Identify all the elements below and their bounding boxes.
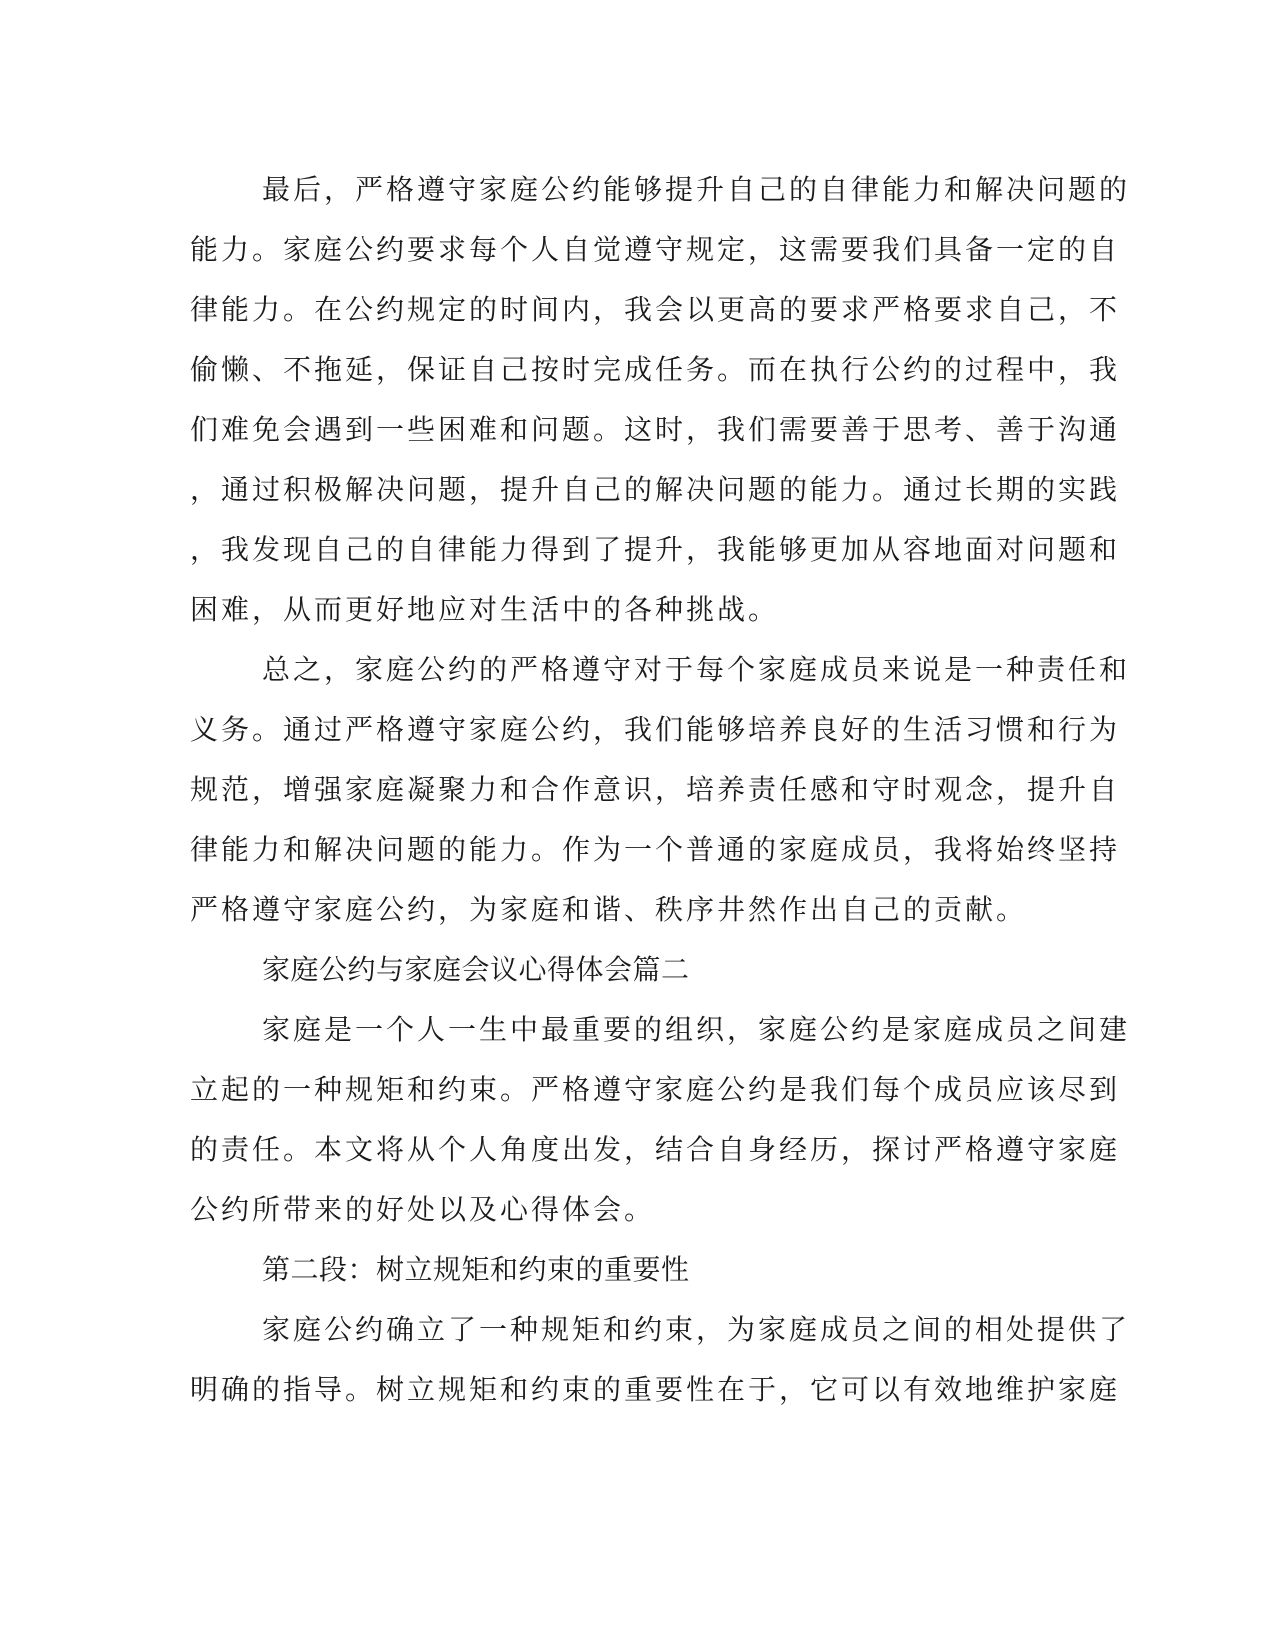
- paragraph-line: 最后，严格遵守家庭公约能够提升自己的自律能力和解决问题的: [262, 173, 1131, 206]
- paragraph-line: 义务。通过严格遵守家庭公约，我们能够培养良好的生活习惯和行为: [190, 713, 1121, 746]
- paragraph-line: 们难免会遇到一些困难和问题。这时，我们需要善于思考、善于沟通: [190, 413, 1121, 446]
- document-body: [190, 160, 1131, 1420]
- paragraph-line: 家庭公约确立了一种规矩和约束，为家庭成员之间的相处提供了: [262, 1313, 1131, 1346]
- paragraph-line: 立起的一种规矩和约束。严格遵守家庭公约是我们每个成员应该尽到: [190, 1073, 1121, 1106]
- section-heading: 第二段：树立规矩和约束的重要性: [262, 1253, 690, 1286]
- paragraph-line: 家庭是一个人一生中最重要的组织，家庭公约是家庭成员之间建: [262, 1013, 1131, 1046]
- paragraph-line: 偷懒、不拖延，保证自己按时完成任务。而在执行公约的过程中，我: [190, 353, 1121, 386]
- paragraph-line: 律能力和解决问题的能力。作为一个普通的家庭成员，我将始终坚持: [190, 833, 1121, 866]
- paragraph-line: 规范，增强家庭凝聚力和合作意识，培养责任感和守时观念，提升自: [190, 773, 1121, 806]
- paragraph-line: 的责任。本文将从个人角度出发，结合自身经历，探讨严格遵守家庭: [190, 1133, 1121, 1166]
- paragraph-line: 能力。家庭公约要求每个人自觉遵守规定，这需要我们具备一定的自: [190, 233, 1121, 266]
- paragraph-line: 严格遵守家庭公约，为家庭和谐、秩序井然作出自己的贡献。: [190, 893, 1028, 926]
- paragraph-line: 律能力。在公约规定的时间内，我会以更高的要求严格要求自己，不: [190, 293, 1121, 326]
- paragraph-line: 总之，家庭公约的严格遵守对于每个家庭成员来说是一种责任和: [262, 653, 1131, 686]
- paragraph-line: 困难，从而更好地应对生活中的各种挑战。: [190, 593, 780, 626]
- paragraph-line: ，我发现自己的自律能力得到了提升，我能够更加从容地面对问题和: [190, 533, 1121, 566]
- paragraph-line: 明确的指导。树立规矩和约束的重要性在于，它可以有效地维护家庭: [190, 1373, 1121, 1406]
- paragraph-line: ，通过积极解决问题，提升自己的解决问题的能力。通过长期的实践: [190, 473, 1121, 506]
- paragraph-line: 公约所带来的好处以及心得体会。: [190, 1193, 656, 1226]
- section-title: 家庭公约与家庭会议心得体会篇二: [262, 953, 690, 986]
